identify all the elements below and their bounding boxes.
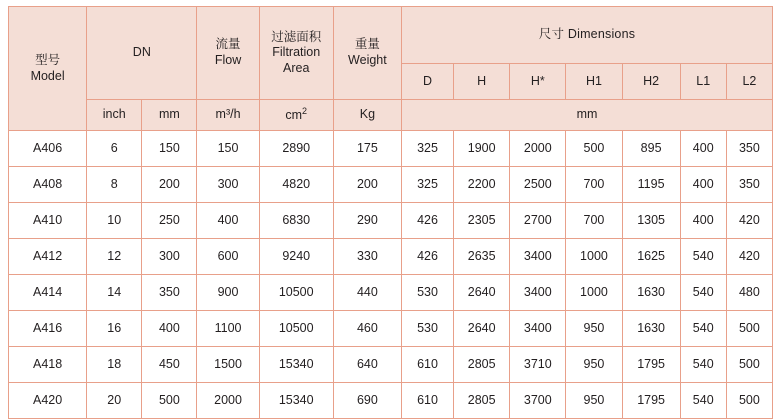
cell-d: 325 xyxy=(401,167,453,203)
cell-l2: 500 xyxy=(726,347,772,383)
cell-area: 2890 xyxy=(259,131,333,167)
cell-h: 2200 xyxy=(454,167,510,203)
cell-l2: 500 xyxy=(726,311,772,347)
cell-weight: 640 xyxy=(333,347,401,383)
table-header xyxy=(9,7,773,131)
header-filtration-area xyxy=(259,7,333,100)
header-dim-h2: H2 xyxy=(622,64,680,100)
cell-h1: 950 xyxy=(566,311,622,347)
header-dimensions: 尺寸 Dimensions xyxy=(401,7,772,64)
cell-h1: 500 xyxy=(566,131,622,167)
table-row xyxy=(9,167,773,203)
table-row xyxy=(9,239,773,275)
cell-inch: 18 xyxy=(87,347,142,383)
cell-flow: 600 xyxy=(197,239,259,275)
cell-inch: 10 xyxy=(87,203,142,239)
cell-area: 6830 xyxy=(259,203,333,239)
cell-l2: 420 xyxy=(726,239,772,275)
cell-hstar: 2000 xyxy=(510,131,566,167)
cell-flow: 1100 xyxy=(197,311,259,347)
cell-mm: 450 xyxy=(142,347,197,383)
cell-d: 610 xyxy=(401,347,453,383)
cell-model: A414 xyxy=(9,275,87,311)
header-row-primary xyxy=(9,7,773,64)
header-dim-h-star: H* xyxy=(510,64,566,100)
cell-l1: 540 xyxy=(680,311,726,347)
cell-flow: 150 xyxy=(197,131,259,167)
cell-area: 10500 xyxy=(259,275,333,311)
cell-flow: 2000 xyxy=(197,383,259,419)
header-weight-en: Weight xyxy=(348,53,387,67)
header-dim-l2: L2 xyxy=(726,64,772,100)
header-filtration-unit xyxy=(259,100,333,131)
cell-model: A406 xyxy=(9,131,87,167)
cell-model: A420 xyxy=(9,383,87,419)
cell-area: 15340 xyxy=(259,383,333,419)
header-filtration-en1: Filtration xyxy=(272,45,321,60)
cell-hstar: 3400 xyxy=(510,239,566,275)
cell-l2: 350 xyxy=(726,131,772,167)
cell-d: 610 xyxy=(401,383,453,419)
table-row xyxy=(9,311,773,347)
cell-hstar: 3700 xyxy=(510,383,566,419)
cell-weight: 690 xyxy=(333,383,401,419)
cell-mm: 250 xyxy=(142,203,197,239)
cell-weight: 460 xyxy=(333,311,401,347)
cell-h: 2640 xyxy=(454,275,510,311)
header-dim-l1: L1 xyxy=(680,64,726,100)
cell-h: 2635 xyxy=(454,239,510,275)
cell-h1: 700 xyxy=(566,203,622,239)
cell-hstar: 3400 xyxy=(510,311,566,347)
header-dim-d: D xyxy=(401,64,453,100)
cell-l1: 400 xyxy=(680,167,726,203)
cell-model: A410 xyxy=(9,203,87,239)
cell-flow: 1500 xyxy=(197,347,259,383)
cell-hstar: 2700 xyxy=(510,203,566,239)
cell-l1: 540 xyxy=(680,383,726,419)
header-flow-en: Flow xyxy=(214,53,242,67)
header-filtration-cn: 过滤面积 xyxy=(271,29,322,44)
cell-weight: 175 xyxy=(333,131,401,167)
cell-inch: 6 xyxy=(87,131,142,167)
cell-weight: 330 xyxy=(333,239,401,275)
cell-model: A412 xyxy=(9,239,87,275)
header-model-cn: 型号 xyxy=(35,52,61,67)
cell-h2: 1795 xyxy=(622,347,680,383)
cell-mm: 300 xyxy=(142,239,197,275)
cell-d: 325 xyxy=(401,131,453,167)
cell-h2: 1305 xyxy=(622,203,680,239)
cell-h1: 950 xyxy=(566,383,622,419)
header-dn-mm: mm xyxy=(142,100,197,131)
cell-h: 1900 xyxy=(454,131,510,167)
cell-hstar: 3710 xyxy=(510,347,566,383)
cell-h: 2640 xyxy=(454,311,510,347)
header-weight-unit: Kg xyxy=(333,100,401,131)
cell-mm: 500 xyxy=(142,383,197,419)
cell-h2: 1795 xyxy=(622,383,680,419)
cell-inch: 12 xyxy=(87,239,142,275)
cell-d: 530 xyxy=(401,275,453,311)
cell-h2: 1630 xyxy=(622,275,680,311)
cell-l2: 420 xyxy=(726,203,772,239)
header-dn: DN xyxy=(87,7,197,100)
header-flow-unit: m³/h xyxy=(197,100,259,131)
cell-weight: 290 xyxy=(333,203,401,239)
cell-inch: 8 xyxy=(87,167,142,203)
cell-l1: 540 xyxy=(680,347,726,383)
header-dimensions-unit: mm xyxy=(401,100,772,131)
cell-weight: 200 xyxy=(333,167,401,203)
table-row xyxy=(9,275,773,311)
cell-h1: 1000 xyxy=(566,275,622,311)
header-row-units xyxy=(9,100,773,131)
cell-h2: 1625 xyxy=(622,239,680,275)
table-body xyxy=(9,131,773,419)
cell-h1: 1000 xyxy=(566,239,622,275)
cell-inch: 14 xyxy=(87,275,142,311)
cell-hstar: 2500 xyxy=(510,167,566,203)
header-dn-inch: inch xyxy=(87,100,142,131)
cell-model: A418 xyxy=(9,347,87,383)
cell-l1: 400 xyxy=(680,203,726,239)
cell-h2: 1630 xyxy=(622,311,680,347)
cell-h2: 1195 xyxy=(622,167,680,203)
cell-d: 426 xyxy=(401,203,453,239)
cell-flow: 900 xyxy=(197,275,259,311)
cell-l2: 480 xyxy=(726,275,772,311)
cell-l2: 500 xyxy=(726,383,772,419)
header-filtration-unit-sup: 2 xyxy=(302,106,308,117)
cell-h: 2805 xyxy=(454,347,510,383)
cell-hstar: 3400 xyxy=(510,275,566,311)
table-row xyxy=(9,203,773,239)
header-weight xyxy=(333,7,401,100)
cell-mm: 400 xyxy=(142,311,197,347)
cell-area: 15340 xyxy=(259,347,333,383)
cell-area: 9240 xyxy=(259,239,333,275)
cell-flow: 400 xyxy=(197,203,259,239)
header-filtration-en2: Area xyxy=(283,60,310,75)
cell-model: A408 xyxy=(9,167,87,203)
specification-table xyxy=(8,6,773,419)
header-model xyxy=(9,7,87,131)
cell-mm: 200 xyxy=(142,167,197,203)
cell-inch: 16 xyxy=(87,311,142,347)
cell-h2: 895 xyxy=(622,131,680,167)
cell-mm: 350 xyxy=(142,275,197,311)
cell-h1: 700 xyxy=(566,167,622,203)
table-row xyxy=(9,347,773,383)
cell-l2: 350 xyxy=(726,167,772,203)
cell-l1: 540 xyxy=(680,275,726,311)
header-weight-cn: 重量 xyxy=(354,37,380,52)
cell-l1: 400 xyxy=(680,131,726,167)
table-row xyxy=(9,131,773,167)
cell-model: A416 xyxy=(9,311,87,347)
cell-flow: 300 xyxy=(197,167,259,203)
cell-h: 2805 xyxy=(454,383,510,419)
header-flow-cn: 流量 xyxy=(215,37,241,52)
header-flow xyxy=(197,7,259,100)
cell-area: 4820 xyxy=(259,167,333,203)
cell-d: 530 xyxy=(401,311,453,347)
header-filtration-unit-text: cm xyxy=(285,108,303,123)
table-row xyxy=(9,383,773,419)
cell-inch: 20 xyxy=(87,383,142,419)
header-model-en: Model xyxy=(30,68,65,83)
cell-h1: 950 xyxy=(566,347,622,383)
header-dim-h1: H1 xyxy=(566,64,622,100)
cell-h: 2305 xyxy=(454,203,510,239)
cell-l1: 540 xyxy=(680,239,726,275)
cell-mm: 150 xyxy=(142,131,197,167)
cell-weight: 440 xyxy=(333,275,401,311)
cell-d: 426 xyxy=(401,239,453,275)
cell-area: 10500 xyxy=(259,311,333,347)
header-dim-h: H xyxy=(454,64,510,100)
